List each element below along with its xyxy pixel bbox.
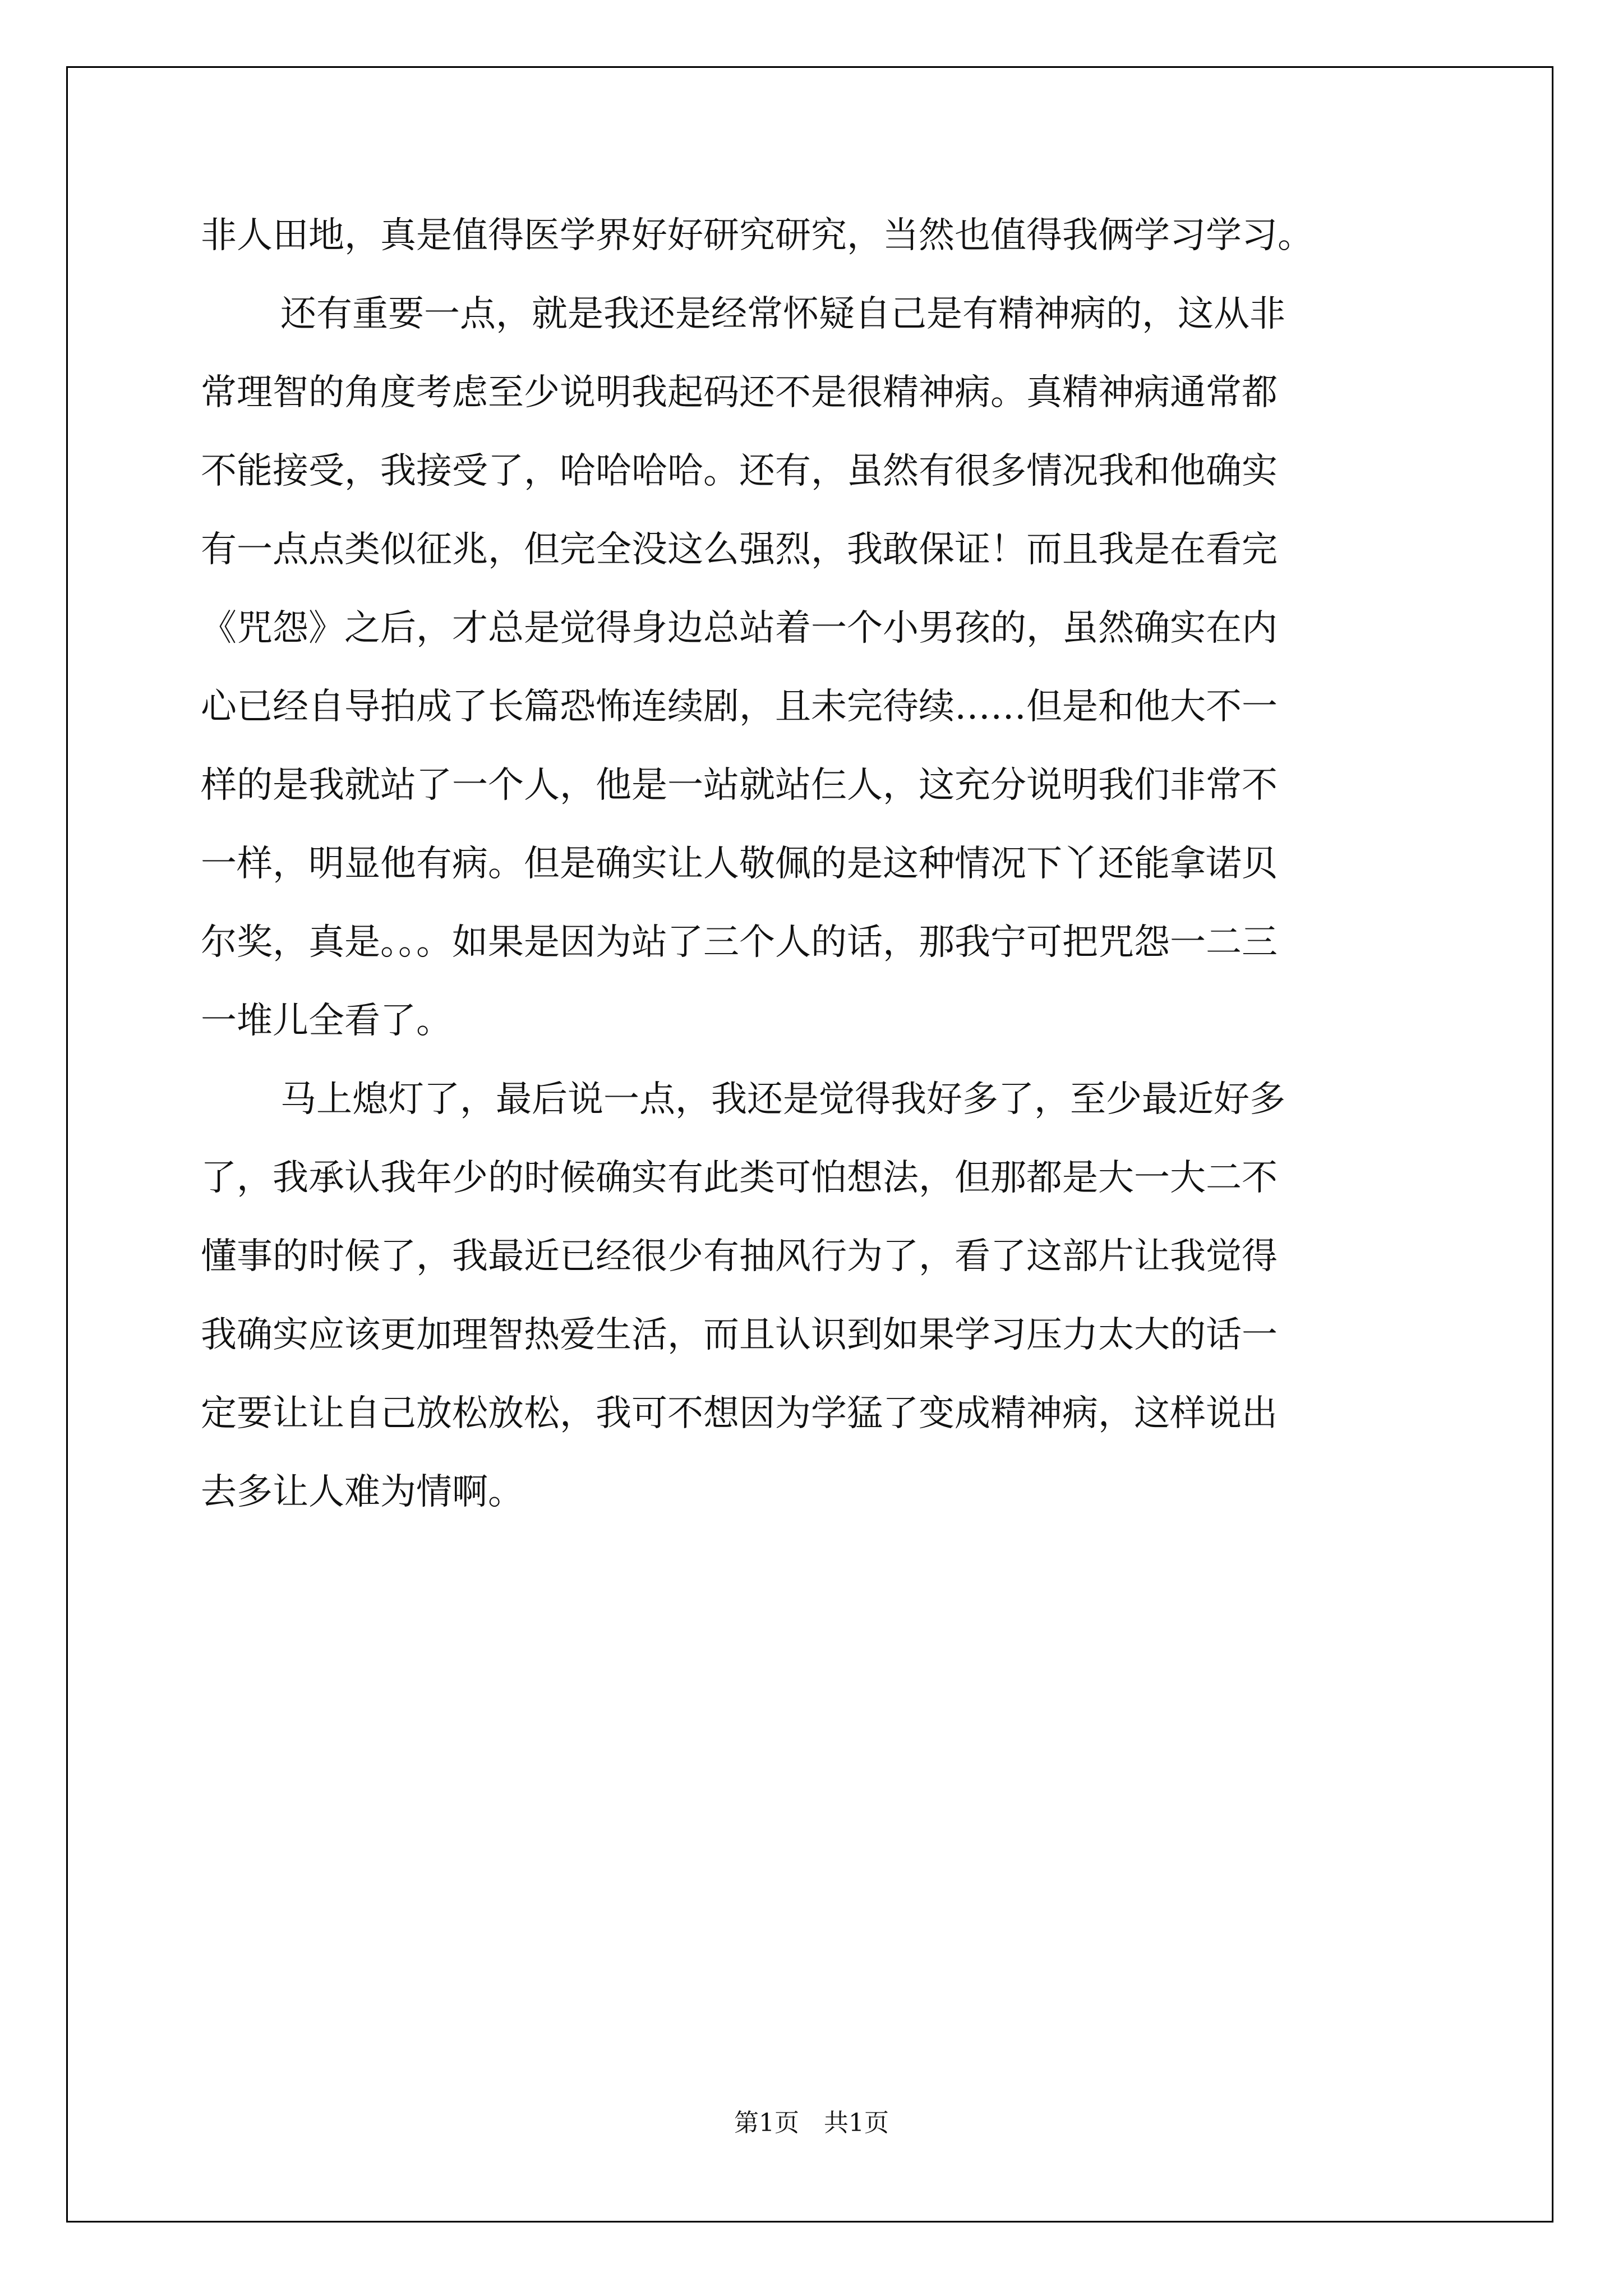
text-line: 样的是我就站了一个人，他是一站就站仨人，这充分说明我们非常不 bbox=[201, 765, 1278, 806]
text-line: 一样，明显他有病。但是确实让人敬佩的是这种情况下丫还能拿诺贝 bbox=[201, 843, 1278, 885]
text-line: 了，我承认我年少的时候确实有此类可怕想法，但那都是大一大二不 bbox=[201, 1157, 1278, 1199]
text-line: 一堆儿全看了。 bbox=[201, 1000, 452, 1042]
text-line: 有一点点类似征兆，但完全没这么强烈，我敢保证！而且我是在看完 bbox=[201, 529, 1278, 570]
text-line: 非人田地，真是值得医学界好好研究研究，当然也值得我俩学习学习。 bbox=[201, 215, 1313, 256]
paragraph-start-line: 还有重要一点，就是我还是经常怀疑自己是有精神病的，这从非 bbox=[280, 293, 1285, 335]
paragraph-start-line: 马上熄灯了，最后说一点，我还是觉得我好多了，至少最近好多 bbox=[280, 1079, 1285, 1120]
text-line: 心已经自导拍成了长篇恐怖连续剧，且未完待续……但是和他大不一 bbox=[201, 686, 1278, 728]
text-line: 懂事的时候了，我最近已经很少有抽风行为了，看了这部片让我觉得 bbox=[201, 1236, 1278, 1277]
text-line: 《咒怨》之后，才总是觉得身边总站着一个小男孩的，虽然确实在内 bbox=[201, 608, 1278, 649]
text-line: 不能接受，我接受了，哈哈哈哈。还有，虽然有很多情况我和他确实 bbox=[201, 450, 1278, 492]
text-line: 常理智的角度考虑至少说明我起码还不是很精神病。真精神病通常都 bbox=[201, 372, 1278, 413]
document-body bbox=[201, 196, 1435, 1531]
text-line: 尔奖，真是。。。如果是因为站了三个人的话，那我宁可把咒怨一二三 bbox=[201, 922, 1278, 963]
text-line: 定要让让自己放松放松，我可不想因为学猛了变成精神病，这样说出 bbox=[201, 1393, 1278, 1434]
text-line: 我确实应该更加理智热爱生活，而且认识到如果学习压力太大的话一 bbox=[201, 1314, 1278, 1356]
page-footer bbox=[0, 2102, 1623, 2138]
page-number: 第1页 bbox=[734, 2109, 799, 2137]
page-total: 共1页 bbox=[824, 2109, 889, 2137]
text-line: 去多让人难为情啊。 bbox=[201, 1471, 524, 1513]
